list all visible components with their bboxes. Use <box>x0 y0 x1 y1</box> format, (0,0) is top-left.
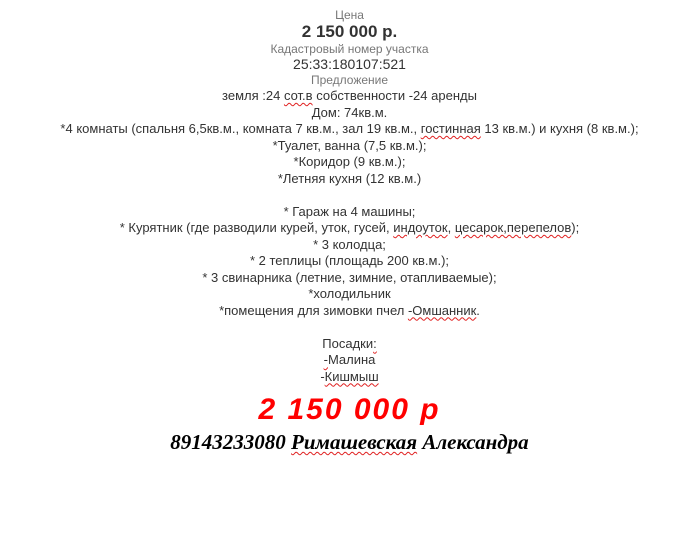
greenhouses-line: * 2 теплицы (площадь 200 кв.м.); <box>249 253 450 268</box>
rooms-line: *4 комнаты (спальня 6,5кв.м., комната 7 кв.м., зал 19 кв.м., гостинная 13 кв.м.) и кухня (8 кв.м.); <box>60 121 639 136</box>
spacer <box>0 187 699 204</box>
big-price: 2 150 000 р <box>258 393 441 426</box>
summer-kitchen-line: *Летняя кухня (12 кв.м.) <box>277 170 422 186</box>
offer-label: Предложение <box>310 73 389 87</box>
cadastral-label: Кадастровый номер участка <box>270 42 429 56</box>
fridge-line: *холодильник <box>308 286 391 301</box>
bee-wintering-line: *помещения для зимовки пчел -Омшанник. <box>219 302 480 318</box>
spacer <box>0 319 699 336</box>
henhouse-line: * Курятник (где разводили курей, уток, гусей, индоуток, цесарок,перепелов); <box>119 220 580 235</box>
plantings-heading: Посадки: <box>322 335 377 351</box>
price-label: Цена <box>335 8 364 22</box>
contact-firstname: Александра <box>417 430 529 454</box>
contact-surname: Римашевская <box>291 430 418 454</box>
raspberry-line: -Малина <box>323 352 376 367</box>
corridor-line: *Коридор (9 кв.м.); <box>293 154 406 169</box>
land-line: земля :24 сот.в собственности -24 аренды <box>222 88 477 103</box>
price-value: 2 150 000 р. <box>301 22 398 41</box>
cadastral-number: 25:33:180107:521 <box>293 56 406 72</box>
kishmish-line: -Кишмыш <box>320 368 379 384</box>
pigsties-line: * 3 свинарника (летние, зимние, отапливаемые); <box>202 269 497 285</box>
bathroom-line: *Туалет, ванна (7,5 кв.м.); <box>272 137 427 153</box>
contact-phone: 89143233080 <box>170 430 286 454</box>
wells-line: * 3 колодца; <box>313 236 386 252</box>
offer-description <box>0 88 699 385</box>
garage-line: * Гараж на 4 машины; <box>283 203 416 219</box>
contact-line <box>0 429 699 455</box>
house-line: Дом: 74кв.м. <box>311 104 388 120</box>
